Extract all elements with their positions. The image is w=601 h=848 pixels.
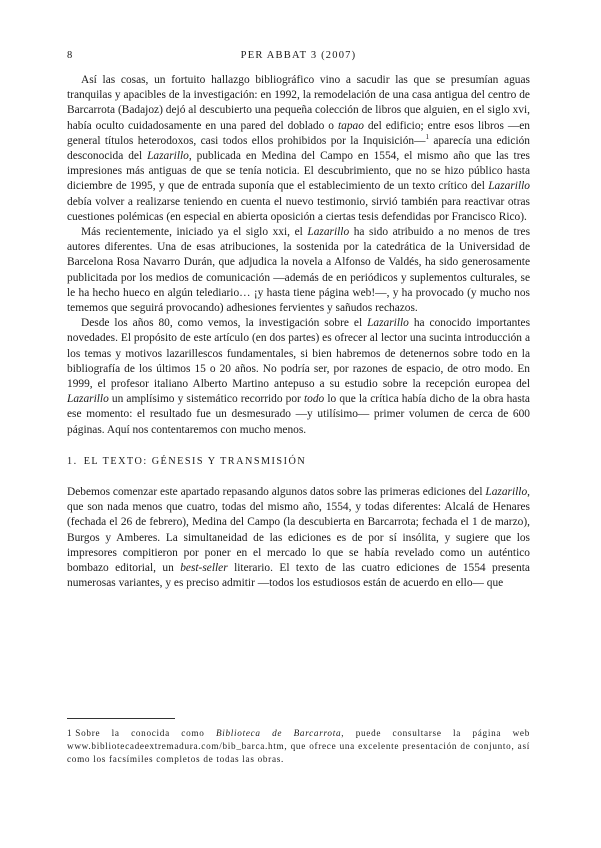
page-number: 8: [67, 50, 73, 61]
footnote-number: 1: [67, 728, 73, 738]
journal-title: PER ABBAT 3 (2007): [240, 50, 357, 61]
italic-text: tapao: [337, 119, 364, 132]
italic-text: Lazarillo: [147, 150, 189, 163]
italic-text: Lazarillo: [67, 393, 109, 406]
section-number: 1.: [67, 455, 78, 467]
italic-text: Lazarillo: [488, 180, 530, 193]
footnote-divider: [67, 718, 175, 719]
body-paragraph: Así las cosas, un fortuito hallazgo bibliográfico vino a sacudir las que se presumían aguas tranquilas y apacibles de la investigación: en 1992, la remodelación de una casa antigua del centro de Barcarrota (Badajoz) dejó al descubierto una pequeña colección de libros que alguien, en el siglo xvi, había oculto cuidadosamente en una pared del doblado o tapao del edificio; entre esos libros —en general títulos heterodoxos, casi todos ellos prohibidos por la Inquisición—$^1$ aparecía una edición desconocida del Lazarillo, publicada en Medina del Campo en 1554, el mismo año que las tres impresiones más antiguas de que se tenía noticia. El descubrimiento, que no se hizo público hasta diciembre de 1995, y que de entrada suponía que el establecimiento de un texto crítico del Lazarillo debía volver a realizarse teniendo en cuenta el nuevo testimonio, sirvió también para reactivar otras cuestiones polémicas (en especial en abierta oposición a ciertas tesis defendidas por Francisco Rico).: [67, 74, 531, 223]
footnote-text: Sobre la conocida como Biblioteca de Barcarrota, puede consultarse la página web www.bibliotecadeextremadura.com/bib_barca.htm, que ofrece una excelente presentación de conjunto, así como los facsímiles completos de todas las obras.: [67, 728, 530, 765]
footnote: [67, 727, 530, 767]
section-heading: [67, 454, 530, 469]
italic-text: Biblioteca de Barcarrota: [215, 728, 342, 738]
italic-text: Lazarillo: [307, 226, 350, 239]
body-paragraph: Debemos comenzar este apartado repasando algunos datos sobre las primeras ediciones del Lazarillo, que son nada menos que cuatro, todas del mismo año, 1554, y todas diferentes: Alcalá de Henares (fechada el 26 de febrero), Medina del Campo (la descubierta en Barcarrota; fechada el 1 de marzo), Burgos y Amberes. La simultaneidad de las ediciones es de por sí insólita, y sugiere que los impresores compitieron por poner en el mercado lo que se había revelado como un auténtico bombazo editorial, un best-seller literario. El texto de las cuatro ediciones de 1554 presenta numerosas variantes, y es preciso admitir —todos los estudiosos están de acuerdo en ello— que: [67, 486, 530, 590]
italic-text: Lazarillo: [367, 317, 409, 330]
body-paragraph: Más recientemente, iniciado ya el siglo xxi, el Lazarillo ha sido atribuido a no menos de tres autores diferentes. Una de esas atribuciones, la sostenida por la catedrática de la Universidad de Barcelona Rosa Navarro Durán, que adjudica la novela a Alfonso de Valdés, ha sido generosamente publicitada por los medios de comunicación —además de en periódicos y suplementos culturales, se le ha hecho hueco en algún telediario… ¡y hasta tiene página web!—, y ha provocado (y mucho nos tememos que seguirá provocando) adhesiones fervientes y sañudos rechazos.: [67, 226, 530, 315]
footnote-reference[interactable]: 1: [425, 133, 429, 142]
body-paragraph: Desde los años 80, como vemos, la investigación sobre el Lazarillo ha conocido importantes novedades. El propósito de este artículo (en dos partes) es ofrecer al lector una sucinta introducción a los temas y motivos lazarillescos fundamentales, si bien habremos de detenernos sobre todo en la bibliografía de los últimos 15 o 20 años. No podría ser, por razones de espacio, de otro modo. En 1999, el profesor italiano Alberto Martino antepuso a su estudio sobre la recepción europea del Lazarillo un amplísimo y sistemático recorrido por todo lo que la crítica había dicho de la obra hasta ese momento: el resultado fue un desmesurado —y utilísimo— primer volumen de cerca de 600 páginas. Aquí nos contentaremos con mucho menos.: [67, 317, 530, 436]
article-body: [67, 73, 530, 592]
section-title: EL TEXTO: GÉNESIS Y TRANSMISIÓN: [83, 455, 307, 467]
italic-text: Lazarillo: [485, 486, 528, 499]
running-head: [67, 50, 530, 66]
italic-text: todo: [303, 393, 325, 406]
italic-text: best-seller: [180, 562, 228, 575]
